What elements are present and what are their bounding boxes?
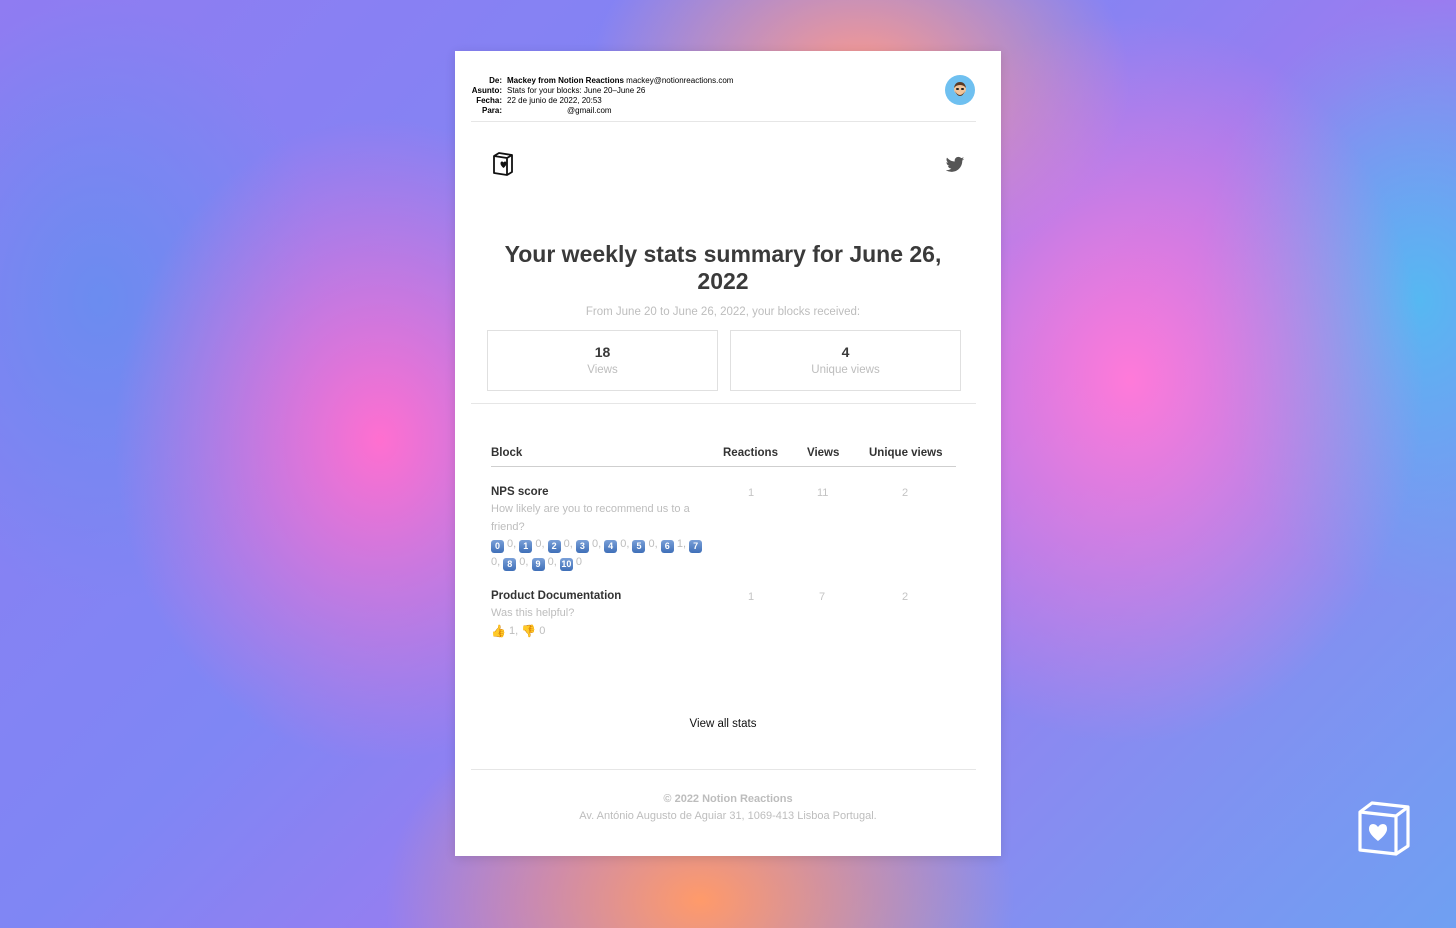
subject-key: Asunto: <box>471 86 502 95</box>
option-count: 1, <box>673 538 690 550</box>
to-address: @gmail.com <box>567 106 612 115</box>
keycap-0-icon: 0 <box>491 540 504 553</box>
notion-reactions-logo-icon[interactable] <box>491 152 515 176</box>
date-key: Fecha: <box>476 96 502 105</box>
subject: Stats for your blocks: June 20–June 26 <box>507 86 646 95</box>
footer-copyright: © 2022 Notion Reactions <box>663 793 793 805</box>
option-count: 0, <box>617 538 633 550</box>
keycap-10-icon: 10 <box>561 558 572 569</box>
email-card <box>455 51 1001 856</box>
option-count: 0, <box>491 555 504 568</box>
footer-address: Av. António Augusto de Aguiar 31, 1069-413 Lisboa Portugal. <box>579 810 877 822</box>
row-description-nps: How likely are you to recommend us to a friend? <box>491 503 690 533</box>
option-count: 0, <box>645 538 661 550</box>
stat-views-value: 18 <box>594 344 611 360</box>
stat-unique-views <box>730 330 961 391</box>
from-email[interactable]: mackey@notionreactions.com <box>626 76 734 85</box>
keycap-8-icon: 8 <box>503 558 516 571</box>
option-count: 1, <box>505 625 522 637</box>
option-count: 0, <box>516 555 532 568</box>
from-name: Mackey from Notion Reactions <box>507 76 624 85</box>
option-count: 0, <box>504 538 520 550</box>
option-count: 0, <box>560 538 576 550</box>
table-header-line <box>491 466 956 467</box>
keycap-4-icon: 4 <box>604 540 617 553</box>
nps-options <box>491 536 706 571</box>
option-count: 0 <box>536 625 546 637</box>
stat-views <box>487 330 718 391</box>
column-header-block: Block <box>491 447 523 459</box>
keycap-1-icon: 1 <box>519 540 532 553</box>
keycap-3-icon: 3 <box>576 540 589 553</box>
option-count: 0, <box>588 538 605 550</box>
stat-unique-views-value: 4 <box>841 344 850 360</box>
keycap-5-icon: 5 <box>632 540 645 553</box>
row-title-product-documentation: Product Documentation <box>491 590 622 602</box>
view-all-stats-link[interactable]: View all stats <box>689 718 757 730</box>
keycap-7-icon: 7 <box>689 540 702 553</box>
row-description-docs: Was this helpful? <box>491 607 575 619</box>
avatar-icon[interactable] <box>945 75 975 105</box>
column-header-reactions: Reactions <box>723 447 778 459</box>
keycap-2-icon: 2 <box>548 540 561 553</box>
row-title-nps-score: NPS score <box>491 486 549 498</box>
column-header-views: Views <box>807 447 840 459</box>
row-views-nps: 11 <box>817 487 829 499</box>
column-header-unique-views: Unique views <box>869 447 943 459</box>
from-key: De: <box>489 76 502 85</box>
thumbs-up-icon: 👍 <box>491 624 506 638</box>
stat-unique-views-label: Unique views <box>811 364 880 376</box>
option-count: 0 <box>572 555 583 568</box>
footer-divider <box>471 769 976 770</box>
notion-reactions-corner-logo-icon <box>1356 800 1412 856</box>
docs-options <box>491 623 706 641</box>
thumbs-down-icon: 👎 <box>521 624 537 638</box>
page-title: Your weekly stats summary for June 26, 2022 <box>504 241 942 294</box>
email-header <box>471 76 733 116</box>
row-unique-views-docs: 2 <box>902 591 909 603</box>
stat-views-label: Views <box>587 364 618 376</box>
row-views-docs: 7 <box>819 591 826 603</box>
section-divider <box>471 403 976 404</box>
summary-subtitle: From June 20 to June 26, 2022, your blocks received: <box>585 306 861 318</box>
to-key: Para: <box>481 106 502 115</box>
row-unique-views-nps: 2 <box>902 487 909 499</box>
option-count: 0, <box>544 555 560 568</box>
keycap-6-icon: 6 <box>661 540 674 553</box>
header-divider <box>471 121 976 122</box>
date: 22 de junio de 2022, 20:53 <box>507 96 602 105</box>
option-count: 0, <box>532 538 548 550</box>
twitter-icon[interactable] <box>945 156 965 174</box>
row-reactions-nps: 1 <box>748 487 755 499</box>
keycap-9-icon: 9 <box>532 558 545 571</box>
row-reactions-docs: 1 <box>748 591 755 603</box>
